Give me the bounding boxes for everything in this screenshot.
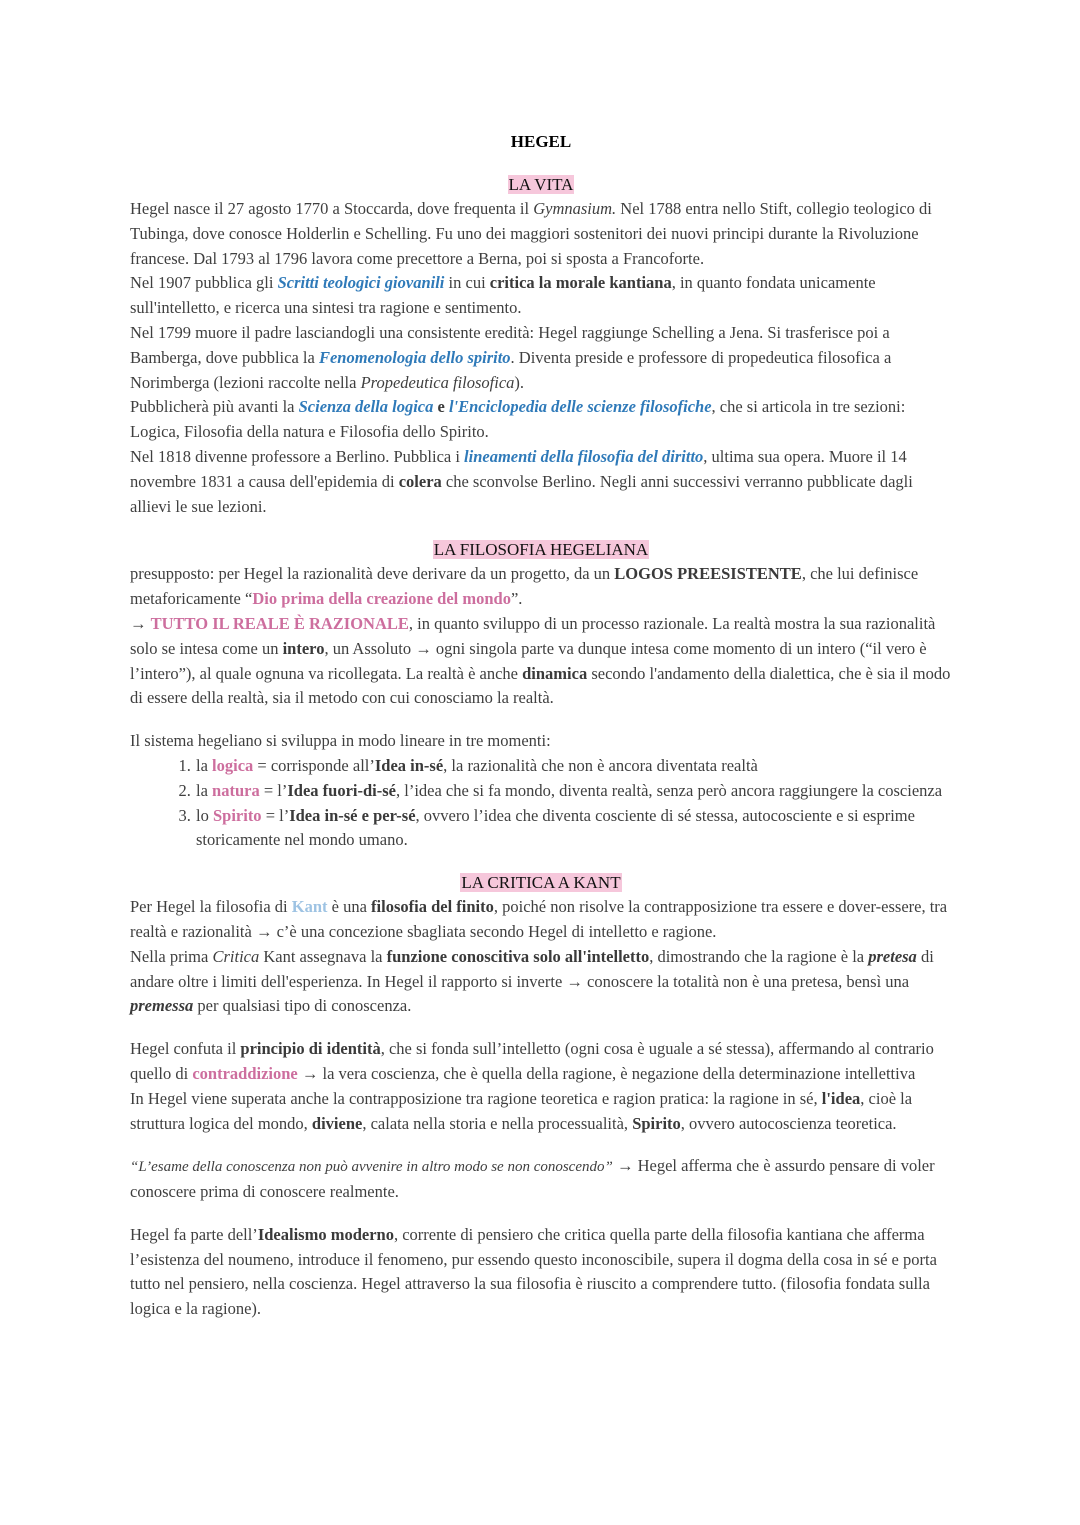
work-title: Scienza della logica	[298, 397, 434, 417]
paragraph-kant-5: “L’esame della conoscenza non può avvenire in altro modo se non conoscendo” → Hegel afferma che è assurdo pensare di voler conoscere prima di conoscere realmente.	[130, 1156, 935, 1202]
list-item: 3. lo Spirito = l’Idea in-sé e per-sé, ovvero l’idea che diventa cosciente di sé stessa, autocosciente e si esprime storicamente nel mondo umano.	[195, 804, 952, 854]
work-title: Fenomenologia dello spirito	[318, 347, 511, 367]
paragraph-kant-3: Hegel confuta il principio di identità, che si fonda sull’intelletto (ogni cosa è uguale a sé stessa), affermando al contrario quello di contraddizione → la vera coscienza, che è quella della ragione, è negazione della determinazione intellettiva	[130, 1039, 934, 1083]
document-content	[130, 130, 952, 1322]
paragraph-kant-4: In Hegel viene superata anche la contrapposizione tra ragione teoretica e ragion pratica: la ragione in sé, l'idea, cioè la struttura logica del mondo, diviene, calata nella storia e nella processualità, Spirito, ovvero autocoscienza teoretica.	[130, 1088, 913, 1133]
moments-list	[130, 754, 952, 853]
paragraph-filosofia-3: Il sistema hegeliano si sviluppa in modo lineare in tre momenti:	[130, 731, 551, 751]
paragraph-kant-6: Hegel fa parte dell’Idealismo moderno, corrente di pensiero che critica quella parte della filosofia kantiana che afferma l’esistenza del noumeno, introduce il fenomeno, pur essendo questo inconoscibile, supera il dogma della cosa in sé e porta tutto nel pensiero, nella coscienza. Hegel attraverso la sua filosofia è riuscito a comprendere tutto. (filosofia fondata sulla logica e la ragione).	[130, 1224, 937, 1319]
section-heading-kant: LA CRITICA A KANT	[461, 873, 621, 893]
paragraph-vita-3: Nel 1799 muore il padre lasciandogli una consistente eredità: Hegel raggiunge Schelling a Jena. Si trasferisce poi a Bamberga, dove pubblica la Fenomenologia dello spirito. Diventa preside e professore di propedeutica filosofica a Norimberga (lezioni raccolte nella Propedeutica filosofica).	[130, 322, 892, 392]
work-title: l'Enciclopedia delle scienze filosofiche	[448, 397, 712, 417]
section-heading-filosofia: LA FILOSOFIA HEGELIANA	[433, 540, 649, 560]
work-title: Scritti teologici giovanili	[277, 273, 445, 293]
paragraph-vita-2: Nel 1907 pubblica gli Scritti teologici giovanili in cui critica la morale kantiana, in quanto fondata unicamente sull'intelletto, e ricerca una sintesi tra ragione e sentimento.	[130, 273, 876, 318]
paragraph-filosofia-1: presupposto: per Hegel la razionalità deve derivare da un progetto, da un LOGOS PREESISTENTE, che lui definisce metaforicamente “Dio prima della creazione del mondo”.	[130, 564, 919, 609]
paragraph-filosofia-2: → TUTTO IL REALE È RAZIONALE, in quanto sviluppo di un processo razionale. La realtà mostra la sua razionalità solo se intesa come un intero, un Assoluto → ogni singola parte va dunque intesa come momento di un intero (“il vero è l’intero”), al quale ognuna va ricollegata. La realtà è anche dinamica secondo l'andamento della dialettica, che è sia il modo di essere della realtà, sia il metodo con cui conosciamo la realtà.	[130, 613, 951, 708]
paragraph-kant-2: Nella prima Critica Kant assegnava la funzione conoscitiva solo all'intelletto, dimostrando che la ragione è la pretesa di andare oltre i limiti dell'esperienza. In Hegel il rapporto si inverte → conoscere la totalità non è una pretesa, bensì una premessa per qualsiasi tipo di conoscenza.	[130, 946, 934, 1016]
paragraph-vita-5: Nel 1818 divenne professore a Berlino. Pubblica i lineamenti della filosofia del diritto, ultima sua opera. Muore il 14 novembre 1831 a causa dell'epidemia di colera che sconvolse Berlino. Negli anni successivi verranno pubblicate dagli allievi le sue lezioni.	[130, 446, 913, 516]
work-title: lineamenti della filosofia del diritto	[464, 446, 704, 466]
list-item: 1. la logica = corrisponde all’Idea in-sé, la razionalità che non è ancora diventata realtà	[195, 754, 952, 779]
paragraph-kant-1: Per Hegel la filosofia di Kant è una filosofia del finito, poiché non risolve la contrapposizione tra essere e dover-essere, tra realtà e razionalità → c’è una concezione sbagliata secondo Hegel di intelletto e ragione.	[130, 897, 948, 941]
paragraph-vita-1: Hegel nasce il 27 agosto 1770 a Stoccarda, dove frequenta il Gymnasium. Nel 1788 entra nello Stift, collegio teologico di Tubinga, dove conosce Holderlin e Schelling. Fu uno dei maggiori sostenitori dei nuovi principi durante la Rivoluzione francese. Dal 1793 al 1796 lavora come precettore a Berna, poi si sposta a Francoforte.	[130, 199, 932, 268]
page-title: HEGEL	[510, 132, 572, 151]
quote: “L’esame della conoscenza non può avvenire in altro modo se non conoscendo”	[130, 1159, 613, 1176]
section-heading-vita: LA VITA	[508, 175, 574, 194]
paragraph-vita-4: Pubblicherà più avanti la Scienza della logica e l'Enciclopedia delle scienze filosofiche, che si articola in tre sezioni: Logica, Filosofia della natura e Filosofia dello Spirito.	[130, 397, 906, 442]
list-item: 2. la natura = l’Idea fuori-di-sé, l’idea che si fa mondo, diventa realtà, senza però ancora raggiungere la coscienza	[195, 779, 952, 804]
